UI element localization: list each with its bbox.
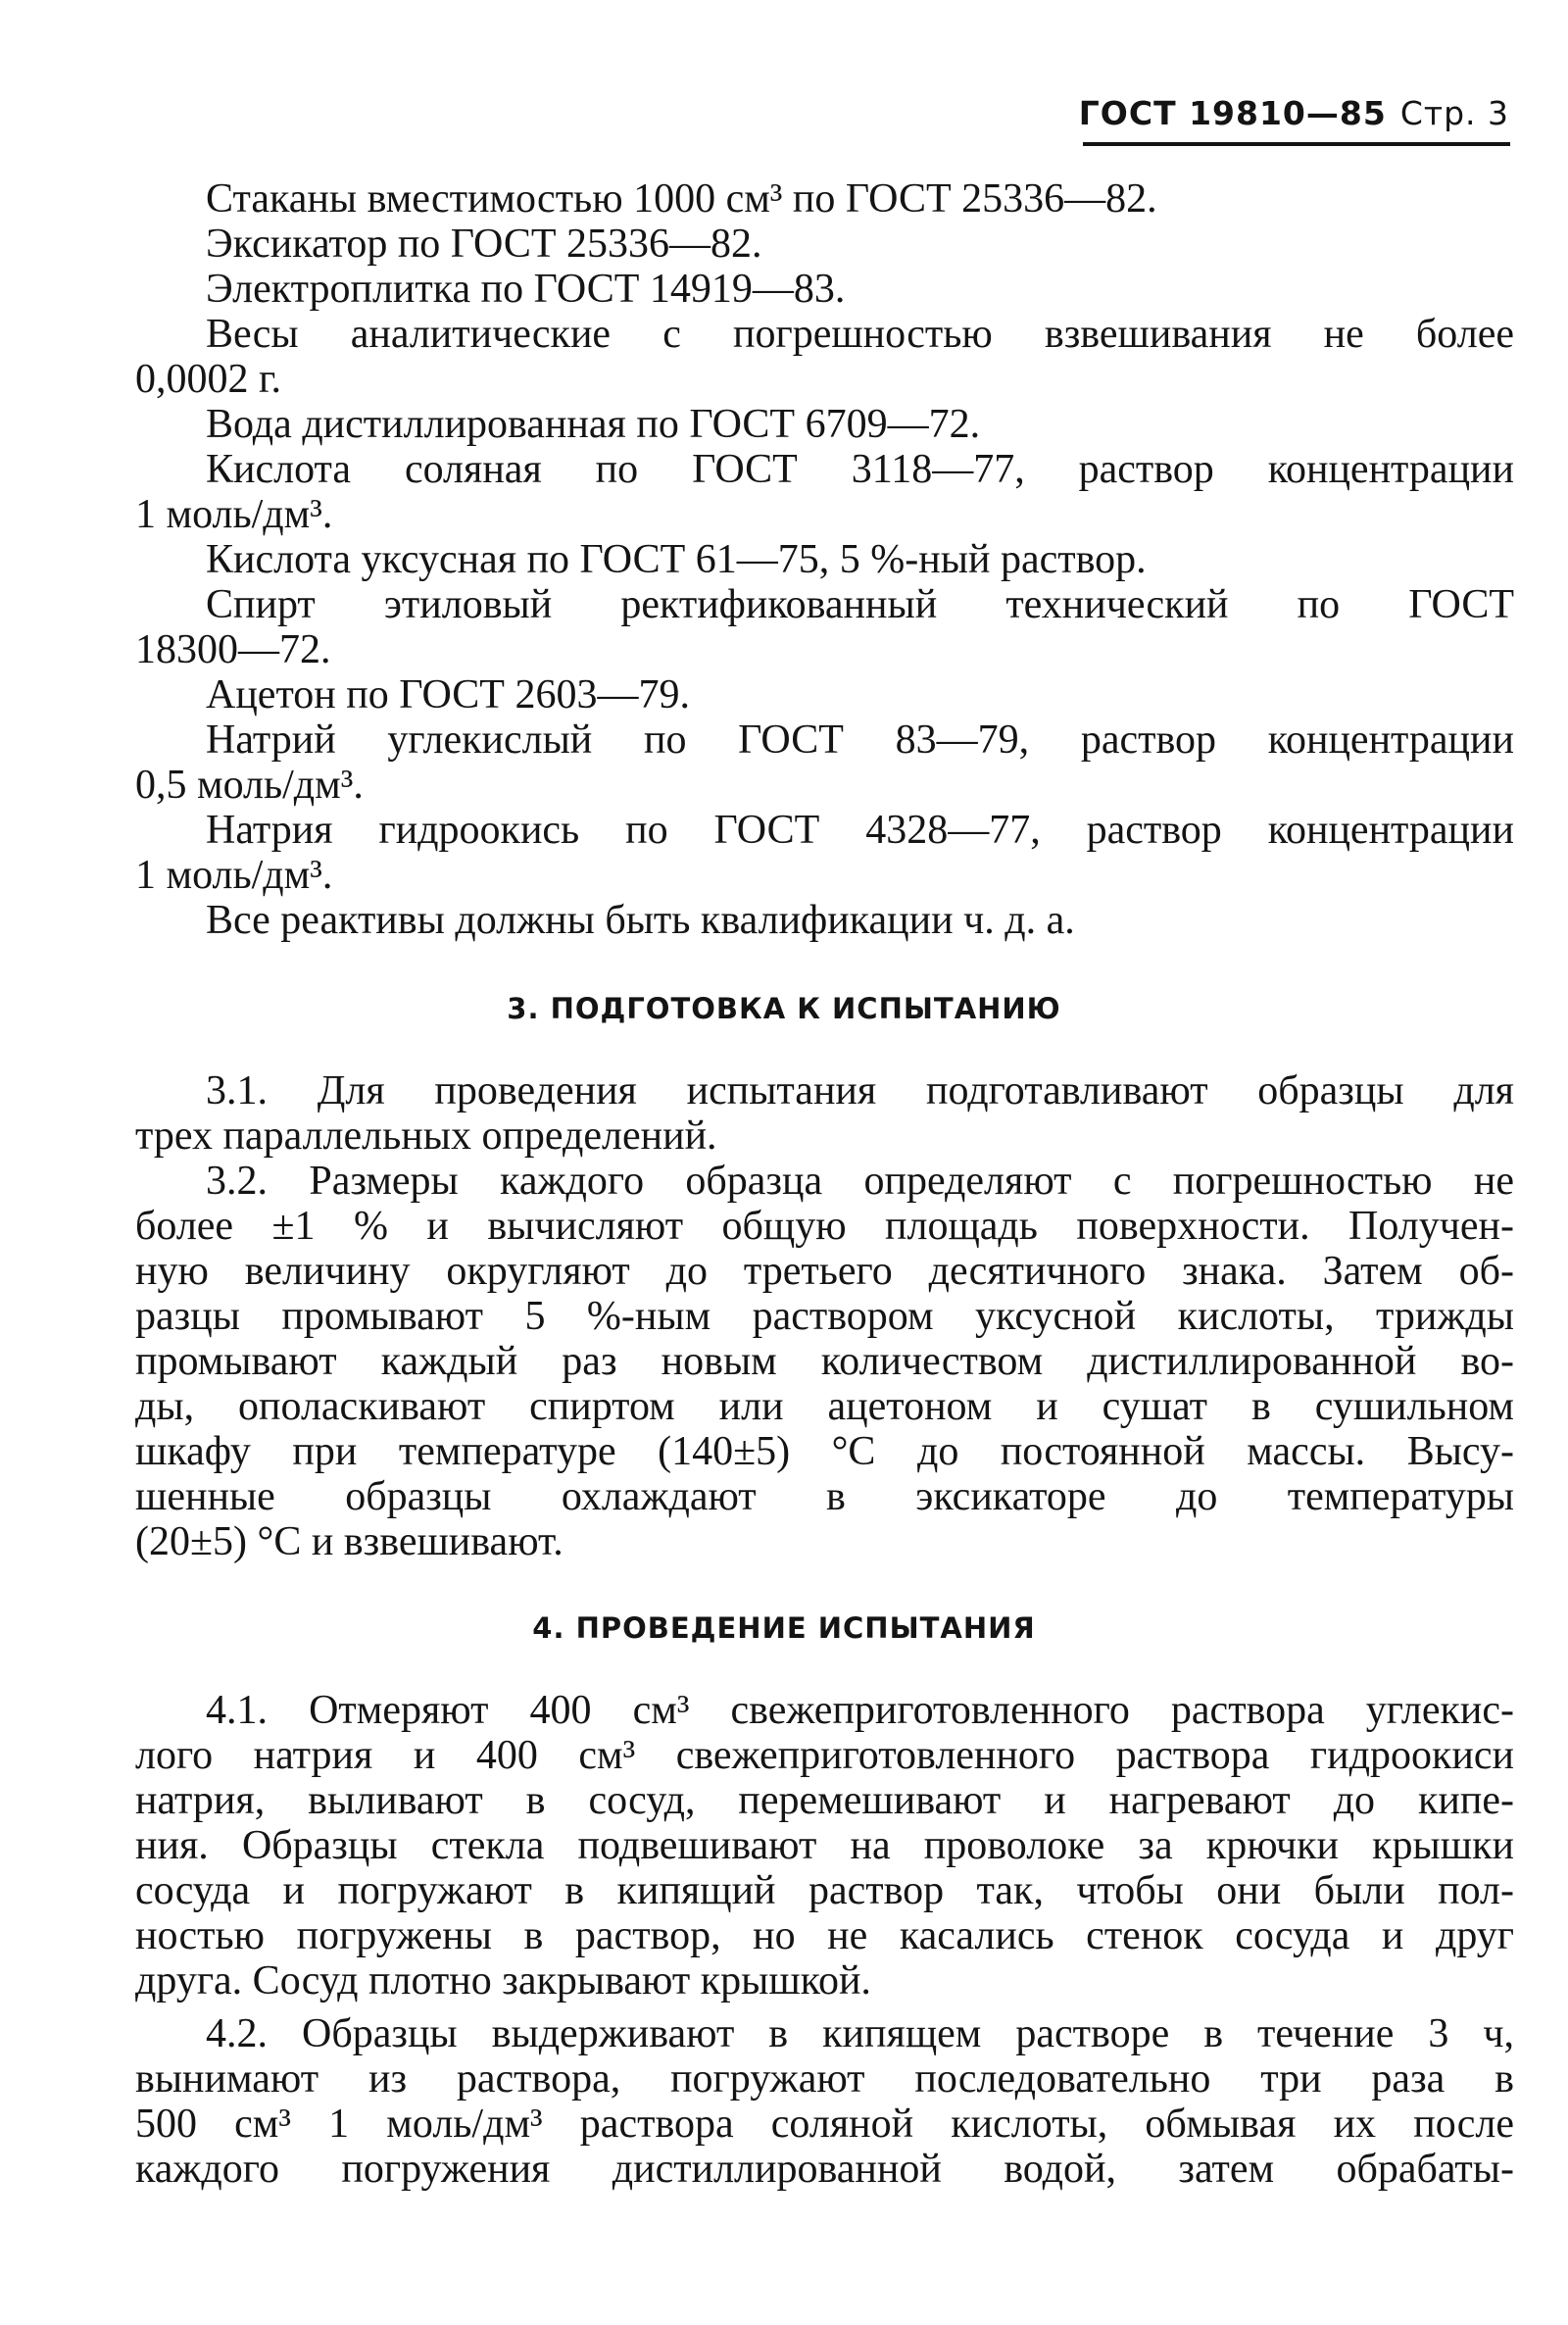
equipment-line-17: Все реактивы должны быть квалификации ч. д. а. bbox=[206, 898, 1075, 943]
equipment-line-6: Вода дистиллированная по ГОСТ 6709—72. bbox=[206, 402, 981, 447]
section-3-line-7: промывают каждый раз новым количеством дистиллированной во- bbox=[135, 1339, 1514, 1384]
section-4-line-7: друга. Сосуд плотно закрывают крышкой. bbox=[135, 1958, 871, 2003]
section-3-line-3: 3.2. Размеры каждого образца определяют с погрешностью не bbox=[206, 1159, 1514, 1204]
section-4-line-4: ния. Образцы стекла подвешивают на проволоке за крючки крышки bbox=[135, 1823, 1514, 1868]
standard-number: ГОСТ 19810—85 bbox=[1078, 94, 1387, 132]
section-4-line-6: ностью погружены в раствор, но не касались стенок сосуда и друг bbox=[135, 1913, 1514, 1958]
equipment-line-9: Кислота уксусная по ГОСТ 61—75, 5 %-ный раствор. bbox=[206, 537, 1147, 582]
equipment-line-14: 0,5 моль/дм³. bbox=[135, 763, 364, 808]
section-4-line-1: 4.1. Отмеряют 400 см³ свежеприготовленного раствора углекис- bbox=[206, 1688, 1514, 1733]
section-3-line-2: трех параллельных определений. bbox=[135, 1113, 717, 1159]
section-3-line-1: 3.1. Для проведения испытания подготавливают образцы для bbox=[206, 1068, 1514, 1113]
equipment-line-2: Эксикатор по ГОСТ 25336—82. bbox=[206, 222, 762, 267]
equipment-line-8: 1 моль/дм³. bbox=[135, 492, 333, 537]
section-3-line-11: (20±5) °С и взвешивают. bbox=[135, 1519, 564, 1564]
equipment-line-12: Ацетон по ГОСТ 2603—79. bbox=[206, 672, 690, 717]
section-4-line-3: натрия, выливают в сосуд, перемешивают и нагревают до кипе- bbox=[135, 1778, 1514, 1823]
section-4-line-10: 500 см³ 1 моль/дм³ раствора соляной кислоты, обмывая их после bbox=[135, 2102, 1514, 2147]
section-3-line-5: ную величину округляют до третьего десятичного знака. Затем об- bbox=[135, 1249, 1514, 1294]
section-3-heading: 3. ПОДГОТОВКА К ИСПЫТАНИЮ bbox=[507, 992, 1061, 1025]
equipment-line-15: Натрия гидроокись по ГОСТ 4328—77, раствор концентрации bbox=[206, 808, 1514, 853]
section-3-line-10: шенные образцы охлаждают в эксикаторе до температуры bbox=[135, 1474, 1514, 1519]
equipment-line-7: Кислота соляная по ГОСТ 3118—77, раствор концентрации bbox=[206, 447, 1514, 492]
section-3-line-6: разцы промывают 5 %-ным раствором уксусной кислоты, трижды bbox=[135, 1294, 1514, 1339]
section-4-line-8: 4.2. Образцы выдерживают в кипящем растворе в течение 3 ч, bbox=[206, 2011, 1514, 2056]
equipment-line-13: Натрий углекислый по ГОСТ 83—79, раствор концентрации bbox=[206, 717, 1514, 763]
section-3-line-4: более ±1 % и вычисляют общую площадь поверхности. Получен- bbox=[135, 1204, 1514, 1249]
section-4-line-11: каждого погружения дистиллированной водой, затем обрабаты- bbox=[135, 2147, 1514, 2192]
equipment-line-10: Спирт этиловый ректификованный технический по ГОСТ bbox=[206, 582, 1514, 627]
equipment-line-16: 1 моль/дм³. bbox=[135, 853, 333, 898]
page-header bbox=[1078, 94, 1509, 143]
equipment-line-1: Стаканы вместимостью 1000 см³ по ГОСТ 25336—82. bbox=[206, 176, 1157, 222]
equipment-line-3: Электроплитка по ГОСТ 14919—83. bbox=[206, 267, 846, 312]
equipment-line-11: 18300—72. bbox=[135, 627, 331, 672]
page-number: Стр. 3 bbox=[1399, 94, 1509, 132]
header-rule bbox=[1083, 142, 1510, 146]
section-4-line-9: вынимают из раствора, погружают последовательно три раза в bbox=[135, 2056, 1514, 2102]
equipment-line-5: 0,0002 г. bbox=[135, 357, 281, 402]
section-4-heading: 4. ПРОВЕДЕНИЕ ИСПЫТАНИЯ bbox=[532, 1611, 1036, 1645]
section-3-line-8: ды, ополаскивают спиртом или ацетоном и сушат в сушильном bbox=[135, 1384, 1514, 1429]
section-4-line-2: лого натрия и 400 см³ свежеприготовленного раствора гидроокиси bbox=[135, 1733, 1514, 1778]
equipment-line-4: Весы аналитические с погрешностью взвешивания не более bbox=[206, 312, 1514, 357]
section-3-line-9: шкафу при температуре (140±5) °С до постоянной массы. Высу- bbox=[135, 1429, 1514, 1474]
section-4-line-5: сосуда и погружают в кипящий раствор так, чтобы они были пол- bbox=[135, 1868, 1514, 1913]
